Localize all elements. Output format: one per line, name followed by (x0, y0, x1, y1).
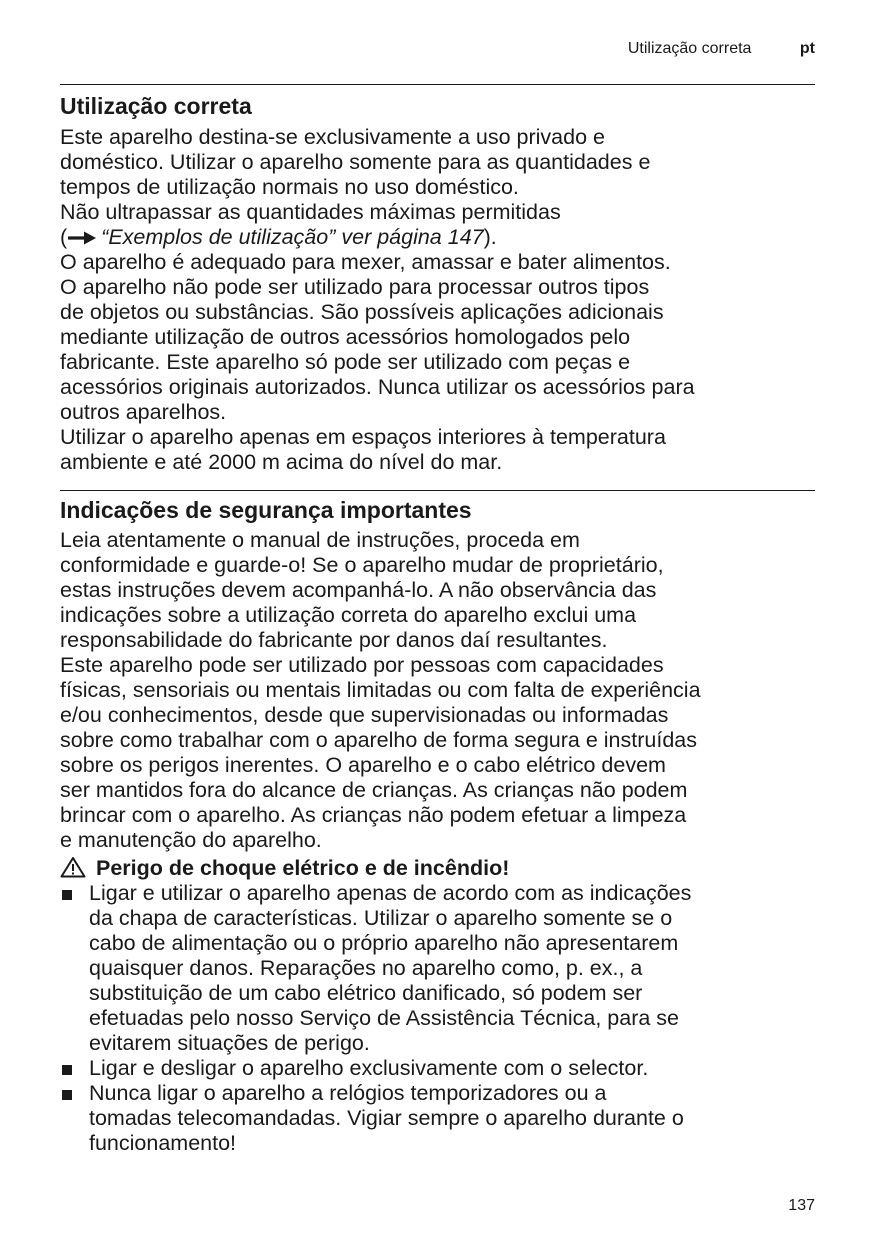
section-safety (60, 496, 820, 1156)
text-line: e manutenção do aparelho. (60, 828, 322, 852)
text-line: sobre como trabalhar com o aparelho de forma segura e instruídas (60, 728, 697, 752)
text-line: ser mantidos fora do alcance de crianças. As crianças não podem (60, 778, 688, 802)
bullet-square-icon (62, 1090, 72, 1100)
text-line: funcionamento! (89, 1131, 237, 1155)
ref-open-paren: ( (60, 225, 68, 249)
cross-reference-link[interactable]: “Exemplos de utilização” ver página 147 (101, 225, 484, 249)
text-line: conformidade e guarde-o! Se o aparelho mudar de proprietário, (60, 553, 664, 577)
list-item (60, 1081, 820, 1156)
page-number: 137 (788, 1197, 815, 1214)
warning-heading-text: Perigo de choque elétrico e de incêndio! (96, 856, 510, 880)
cross-reference-line (60, 225, 820, 250)
warning-triangle-icon (60, 856, 86, 878)
intended-use-body (60, 125, 820, 475)
text-line: substituição de um cabo elétrico danificado, só podem ser (89, 981, 643, 1005)
text-line: de objetos ou substâncias. São possíveis aplicações adicionais (60, 300, 664, 324)
text-line: cabo de alimentação ou o próprio aparelho não apresentarem (89, 931, 679, 955)
arrow-right-icon (67, 230, 101, 246)
running-header-title: Utilização correta (627, 40, 752, 57)
text-line: estas instruções devem acompanhá-lo. A não observância das (60, 578, 657, 602)
text-line: fabricante. Este aparelho só pode ser utilizado com peças e (60, 350, 631, 374)
text-line: Leia atentamente o manual de instruções, proceda em (60, 528, 580, 552)
bullet-square-icon (62, 1065, 72, 1075)
text-line: responsabilidade do fabricante por danos daí resultantes. (60, 628, 608, 652)
section-divider-top (60, 84, 815, 85)
text-line: Utilizar o aparelho apenas em espaços interiores à temperatura (60, 425, 666, 449)
text-line: Nunca ligar o aparelho a relógios temporizadores ou a (89, 1081, 607, 1105)
text-line: quaisquer danos. Reparações no aparelho como, p. ex., a (89, 956, 643, 980)
running-header (628, 40, 815, 58)
warning-heading (60, 856, 820, 881)
ref-close-paren: ). (483, 225, 497, 249)
text-line: Este aparelho pode ser utilizado por pessoas com capacidades (60, 653, 664, 677)
text-line: outros aparelhos. (60, 400, 227, 424)
list-item (60, 1056, 820, 1081)
section-heading-intended-use: Utilização correta (60, 93, 252, 119)
text-line: brincar com o aparelho. As crianças não podem efetuar a limpeza (60, 803, 687, 827)
list-item (60, 881, 820, 1056)
warning-bullet-list (60, 881, 820, 1156)
safety-body (60, 528, 820, 853)
text-line: efetuadas pelo nosso Serviço de Assistência Técnica, para se (89, 1006, 680, 1030)
text-line: e/ou conhecimentos, desde que supervisionadas ou informadas (60, 703, 669, 727)
text-line: O aparelho não pode ser utilizado para processar outros tipos (60, 275, 650, 299)
text-line: Ligar e utilizar o aparelho apenas de acordo com as indicações (89, 881, 692, 905)
text-line: mediante utilização de outros acessórios homologados pelo (60, 325, 631, 349)
section-intended-use (60, 92, 820, 475)
text-line: doméstico. Utilizar o aparelho somente para as quantidades e (60, 150, 651, 174)
text-line: tomadas telecomandadas. Vigiar sempre o aparelho durante o (89, 1106, 684, 1130)
bullet-square-icon (62, 890, 72, 900)
text-line: tempos de utilização normais no uso doméstico. (60, 175, 519, 199)
text-line: físicas, sensoriais ou mentais limitadas ou com falta de experiência (60, 678, 701, 702)
text-line: O aparelho é adequado para mexer, amassar e bater alimentos. (60, 250, 671, 274)
text-line: indicações sobre a utilização correta do aparelho exclui uma (60, 603, 637, 627)
text-line: da chapa de características. Utilizar o aparelho somente se o (89, 906, 673, 930)
text-line: Ligar e desligar o aparelho exclusivamente com o selector. (89, 1056, 649, 1080)
text-line: acessórios originais autorizados. Nunca utilizar os acessórios para (60, 375, 695, 399)
text-line: ambiente e até 2000 m acima do nível do mar. (60, 450, 503, 474)
text-line: Este aparelho destina-se exclusivamente a uso privado e (60, 125, 605, 149)
section-heading-safety: Indicações de segurança importantes (60, 497, 472, 523)
language-code: pt (799, 40, 815, 57)
text-line: evitarem situações de perigo. (89, 1031, 370, 1055)
text-line: Não ultrapassar as quantidades máximas permitidas (60, 200, 561, 224)
section-divider-middle (60, 490, 815, 491)
text-line: sobre os perigos inerentes. O aparelho e o cabo elétrico devem (60, 753, 666, 777)
